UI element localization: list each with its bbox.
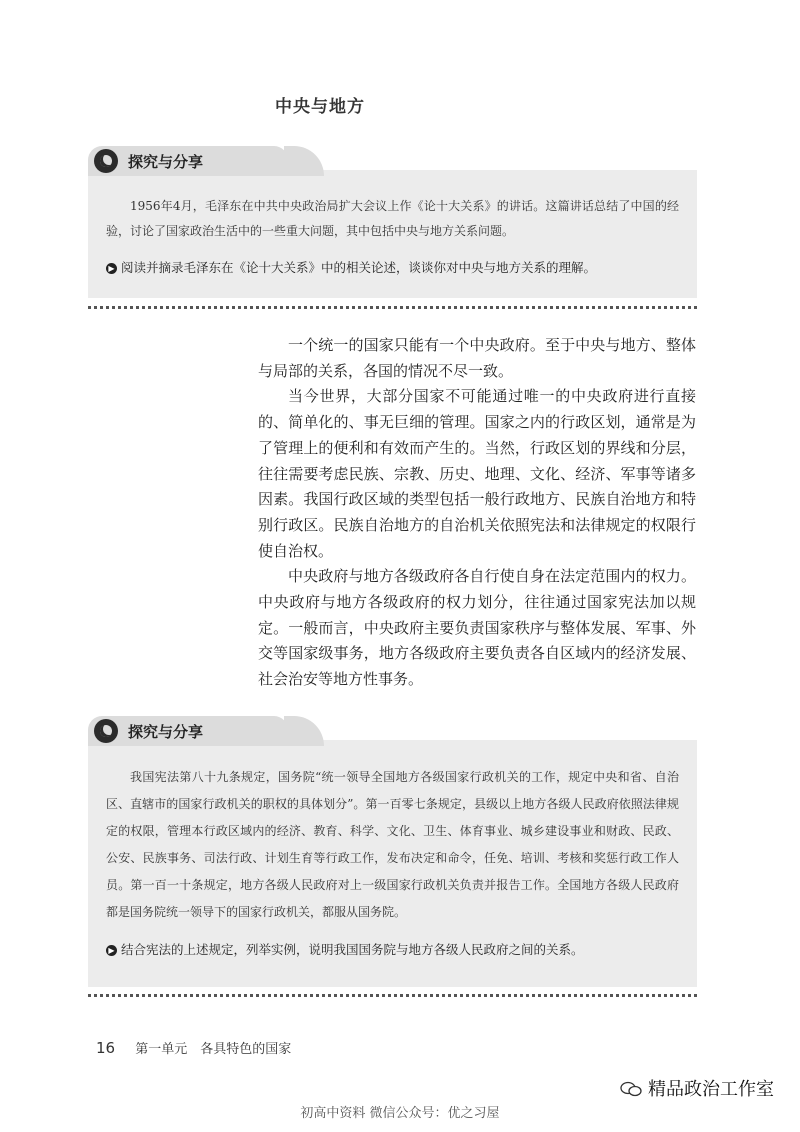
dotted-divider-2 <box>88 994 697 997</box>
explore-share-box-1 <box>88 153 697 298</box>
explore-share-label-1: 探究与分享 <box>128 153 204 171</box>
paragraph-3: 中央政府与地方各级政府各自行使自身在法定范围内的权力。中央政府与地方各级政府的权力划分，往往通过国家宪法加以规定。一般而言，中央政府主要负责国家秩序与整体发展、军事、外交等国家级事务，地方各级政府主要负责各自区域内的经济发展、社会治安等地方性事务。 <box>258 567 696 689</box>
page-footer <box>96 1038 291 1057</box>
arrow-right-icon: ▶ <box>106 945 117 956</box>
explore-share-header-2 <box>88 716 323 756</box>
explore-share-box-2 <box>88 723 697 987</box>
explore-share-header-1 <box>88 146 323 186</box>
arrow-right-icon: ▶ <box>106 263 117 274</box>
page-title: 中央与地方 <box>275 97 365 117</box>
dotted-divider-1 <box>88 306 697 309</box>
paragraph-2: 当今世界，大部分国家不可能通过唯一的中央政府进行直接的、简单化的、事无巨细的管理。国家之内的行政区划，通常是为了管理上的便利和有效而产生的。当然，行政区划的界线和分层，往往需要考虑民族、宗教、历史、地理、文化、经济、军事等诸多因素。我国行政区域的类型包括一般行政地方、民族自治地方和特别行政区。民族自治地方的自治机关依照宪法和法律规定的权限行使自治权。 <box>258 387 696 560</box>
explore-icon <box>94 719 118 743</box>
watermark <box>620 1075 774 1101</box>
wechat-icon <box>620 1081 642 1097</box>
source-caption: 初高中资料 微信公众号：优之习屋 <box>300 1106 500 1121</box>
main-text <box>258 333 696 693</box>
explore-share-prompt-2 <box>88 936 697 972</box>
unit-title: 第一单元 各具特色的国家 <box>135 1042 292 1057</box>
prompt-text-2: 结合宪法的上述规定，列举实例，说明我国国务院与地方各级人民政府之间的关系。 <box>121 942 584 957</box>
page-number: 16 <box>96 1039 116 1057</box>
explore-share-label-2: 探究与分享 <box>128 723 204 741</box>
watermark-text: 精品政治工作室 <box>648 1079 774 1100</box>
explore-share-body-1: 1956年4月，毛泽东在中共中央政治局扩大会议上作《论十大关系》的讲话。这篇讲话总结了中国的经验，讨论了国家政治生活中的一些重大问题，其中包括中央与地方关系问题。 <box>106 199 679 238</box>
explore-icon <box>94 149 118 173</box>
paragraph-1: 一个统一的国家只能有一个中央政府。至于中央与地方、整体与局部的关系，各国的情况不尽一致。 <box>258 336 696 380</box>
explore-share-body-2: 我国宪法第八十九条规定，国务院“统一领导全国地方各级国家行政机关的工作，规定中央和省、自治区、直辖市的国家行政机关的职权的具体划分”。第一百零七条规定，县级以上地方各级人民政府依照法律规定的权限，管理本行政区域内的经济、教育、科学、文化、卫生、体育事业、城乡建设事业和财政、民政、公安、民族事务、司法行政、计划生育等行政工作，发布决定和命令，任免、培训、考核和奖惩行政工作人员。第一百一十条规定，地方各级人民政府对上一级国家行政机关负责并报告工作。全国地方各级人民政府都是国务院统一领导下的国家行政机关，都服从国务院。 <box>106 770 679 919</box>
prompt-text-1: 阅读并摘录毛泽东在《论十大关系》中的相关论述，谈谈你对中央与地方关系的理解。 <box>121 260 597 275</box>
explore-share-prompt-1 <box>88 254 697 290</box>
